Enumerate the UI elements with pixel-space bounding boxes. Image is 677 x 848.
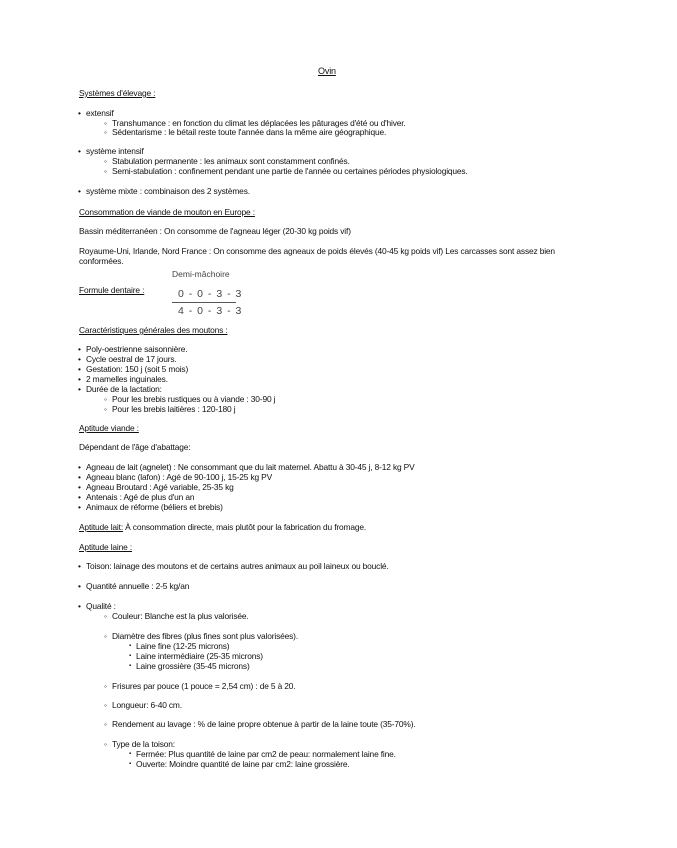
list-item: • Toison: lainage des moutons et de certains autres animaux au poil laineux ou bouclé.	[86, 561, 389, 571]
list-item: • Antenais : Agé de plus d'un an	[86, 492, 194, 502]
paragraph: Bassin méditerranéen : On consomme de l'agneau léger (20-30 kg poids vif)	[79, 226, 351, 236]
formula-caption: Demi-mâchoire	[172, 269, 230, 279]
list-item: • Agneau blanc (lafon) : Agé de 90-100 j, 15-25 kg PV	[86, 472, 272, 482]
heading-consommation: Consommation de viande de mouton en Europe :	[79, 207, 255, 217]
paragraph-lait	[79, 522, 366, 532]
list-item: ▪ Laine grossière (35-45 microns)	[136, 661, 250, 671]
list-item: ▪ Laine intermédiaire (25-35 microns)	[136, 651, 263, 661]
list-item: • Agneau de lait (agnelet) : Ne consommant que du lait maternel. Abattu à 30-45 j, 8-12 kg PV	[86, 462, 415, 472]
list-item: ◦ Couleur: Blanche est la plus valorisée.	[112, 611, 249, 621]
formula-lower: 4 - 0 - 3 - 3	[178, 305, 243, 317]
heading-viande: Aptitude viande :	[79, 423, 139, 433]
list-item: ◦ Transhumance : en fonction du climat les déplacées les pâturages d'été ou d'hiver.	[112, 118, 406, 128]
list-item: ◦ Stabulation permanente : les animaux sont constamment confinés.	[112, 156, 350, 166]
list-item: ◦ Sédentarisme : le bétail reste toute l'année dans la même aire géographique.	[112, 127, 386, 137]
list-item: • Poly-oestrienne saisonnière.	[86, 344, 187, 354]
paragraph: Dépendant de l'âge d'abattage:	[79, 442, 191, 452]
list-item: ◦ Type de la toison:	[112, 739, 175, 749]
lait-text: À consommation directe, mais plutôt pour la fabrication du fromage.	[123, 522, 367, 532]
list-item: ◦ Pour les brebis laitières : 120-180 j	[112, 404, 235, 414]
list-item: ◦ Longueur: 6-40 cm.	[112, 700, 182, 710]
list-item: • Agneau Broutard : Agé variable, 25-35 kg	[86, 482, 234, 492]
heading-systemes: Systèmes d'élevage :	[79, 88, 156, 98]
heading-laine: Aptitude laine :	[79, 542, 133, 552]
heading-lait: Aptitude lait:	[79, 522, 123, 532]
list-item: • Quantité annuelle : 2-5 kg/an	[86, 581, 189, 591]
heading-caracteristiques: Caractéristiques générales des moutons :	[79, 325, 228, 335]
list-item: ◦ Semi-stabulation : confinement pendant une partie de l'année ou certaines périodes physiologiques.	[112, 166, 468, 176]
heading-formule: Formule dentaire :	[79, 285, 145, 295]
list-item: ◦ Frisures par pouce (1 pouce = 2,54 cm) : de 5 à 20.	[112, 681, 295, 691]
list-item: • système intensif	[86, 146, 144, 156]
list-item: • Durée de la lactation:	[86, 384, 162, 394]
paragraph: conformées.	[79, 256, 124, 266]
list-item: ◦ Rendement au lavage : % de laine propre obtenue à partir de la laine toute (35-70%).	[112, 719, 416, 729]
list-item: • extensif	[86, 108, 114, 118]
list-item: ◦ Diamètre des fibres (plus fines sont plus valorisées).	[112, 631, 298, 641]
list-item: • Qualité :	[86, 601, 116, 611]
page-title: Ovin	[318, 66, 336, 76]
list-item: ▪ Ouverte: Moindre quantité de laine par cm2: laine grossière.	[136, 759, 350, 769]
list-item: • Animaux de réforme (béliers et brebis)	[86, 502, 223, 512]
list-item: • système mixte : combinaison des 2 systèmes.	[86, 186, 250, 196]
formula-upper: 0 - 0 - 3 - 3	[178, 288, 243, 300]
list-item: • Gestation: 150 j (soit 5 mois)	[86, 364, 188, 374]
list-item: ◦ Pour les brebis rustiques ou à viande : 30-90 j	[112, 394, 275, 404]
list-item: • 2 mamelles inguinales.	[86, 374, 168, 384]
formula-divider	[172, 302, 236, 303]
list-item: ▪ Fermée: Plus quantité de laine par cm2 de peau: normalement laine fine.	[136, 749, 396, 759]
list-item: ▪ Laine fine (12-25 microns)	[136, 641, 229, 651]
list-item: • Cycle oestral de 17 jours.	[86, 354, 177, 364]
paragraph: Royaume-Uni, Irlande, Nord France : On consomme des agneaux de poids élevés (40-45 kg poids vif) Les carcasses sont assez bien	[79, 246, 555, 256]
